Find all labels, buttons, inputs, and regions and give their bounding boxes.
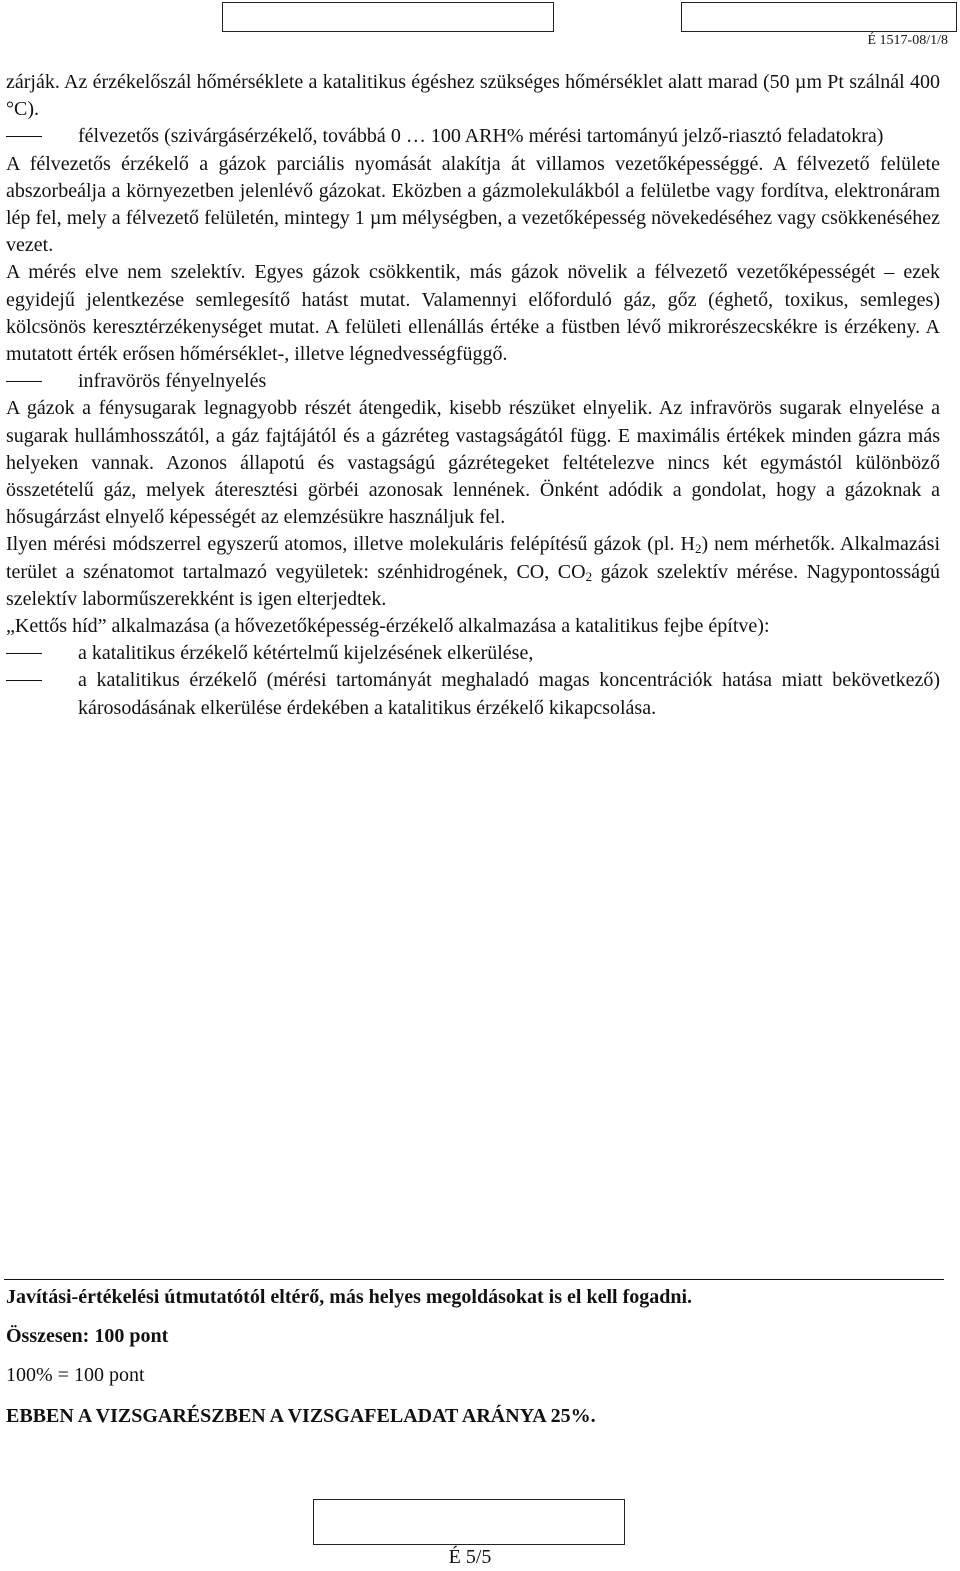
paragraph-4: A gázok a fénysugarak legnagyobb részét átengedik, kisebb részüket elnyelik. Az infravörös sugarak elnyelése a sugarak hullámhosszától, a gáz fajtájától és a gázréteg vastagságától függ. E maximális értékek minden gázra más helyeken vannak. Azonos állapotú és vastagságú gázrétegeket feltételezve nincs két egymástól különböző összetételű gáz, melyek áteresztési görbéi azonosak lennének. Önként adódik a gondolat, hogy a gázoknak a hősugárzást elnyelő képességét az elemzésükre használjuk fel. — [6, 397, 940, 529]
paragraph-3: A mérés elve nem szelektív. Egyes gázok csökkentik, más gázok növelik a félvezető vezetőképességét – ezek egyidejű jelentkezése semlegesítő hatást mutat. Valamennyi előforduló gáz, gőz (éghető, toxikus, semleges) kölcsönös keresztérzékenységet mutat. A felületi ellenállás értéke a füstben lévő mikrorészecskékre is érzékeny. A mutatott érték erősen hőmérséklet-, illetve légnedvességfüggő. — [6, 261, 940, 366]
page-number: É 5/5 — [448, 1546, 492, 1568]
list-item-damage: a katalitikus érzékelő (mérési tartományát meghaladó magas koncentrációk hatása miatt bekövetkező) károsodásának elkerülése érdekében a katalitikus érzékelő kikapcsolása. — [78, 669, 940, 719]
footer-divider — [4, 1279, 944, 1280]
document-code: É 1517-08/1/8 — [867, 33, 948, 48]
paragraph-1: zárják. Az érzékelőszál hőmérséklete a katalitikus égéshez szükséges hőmérséklet alatt marad (50 µm Pt szálnál 400 °C). — [6, 71, 940, 121]
document-body — [6, 69, 940, 722]
list-item-infrared: infravörös fényelnyelés — [78, 370, 267, 393]
footer-box — [313, 1499, 625, 1545]
header-box-right — [681, 2, 957, 32]
list-item-semiconductor: félvezetős (szivárgásérzékelő, továbbá 0 … 100 ARH% mérési tartományú jelző-riasztó feladatokra) — [78, 125, 884, 148]
paragraph-2: A félvezetős érzékelő a gázok parciális nyomását alakítja át villamos vezetőképességgé. A félvezető felülete abszorbeálja a környezetben jelenlévő gázokat. Eközben a gázmolekulákból a felületbe vagy fordítva, elektronáram lép fel, mely a félvezető felületén, mintegy 1 µm mélységben, a vezetőképesség növekedéséhez vagy csökkenéséhez vezet. — [6, 152, 940, 257]
footer-ratio: EBBEN A VIZSGARÉSZBEN A VIZSGAFELADAT ARÁNYA 25%. — [6, 1405, 596, 1427]
list-item-ambiguity: a katalitikus érzékelő kétértelmű kijelzésének elkerülése, — [78, 642, 534, 665]
header-box-left — [222, 2, 554, 32]
paragraph-6: „Kettős híd” alkalmazása (a hővezetőképesség-érzékelő alkalmazása a katalitikus fejbe építve): — [6, 615, 770, 638]
footer-percent: 100% = 100 pont — [6, 1364, 145, 1386]
footer-note: Javítási-értékelési útmutatótól eltérő, más helyes megoldásokat is el kell fogadni. — [6, 1286, 693, 1308]
footer-total: Összesen: 100 pont — [6, 1325, 169, 1347]
paragraph-5: Ilyen mérési módszerrel egyszerű atomos, illetve molekuláris felépítésű gázok (pl. $H_2$) nem mérhetők. Alkalmazási terület a szénatomot tartalmazó vegyületek: szénhidrogének, CO, $CO_2$ gázok szelektív mérése. Nagypontosságú szelektív laborműszerekként is igen elterjedtek. — [6, 533, 940, 610]
